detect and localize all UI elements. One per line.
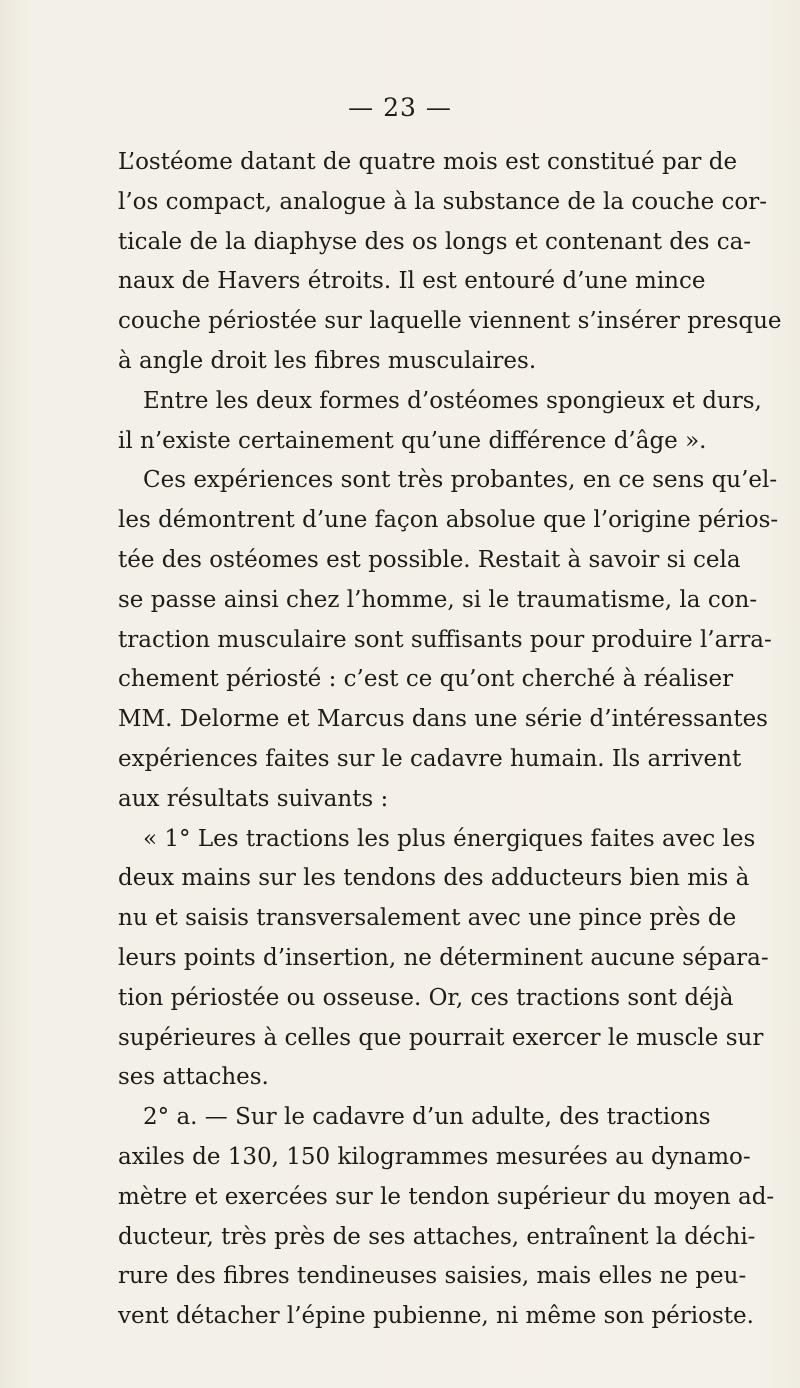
page-number: — 23 — — [348, 93, 452, 122]
body-text — [118, 143, 782, 1337]
text-line: MM. Delorme et Marcus dans une série d’intéressantes — [118, 706, 768, 733]
text-line: Ces expériences sont très probantes, en ce sens qu’el- — [143, 467, 778, 494]
text-line: Entre les deux formes d’ostéomes spongieux et durs, — [143, 387, 762, 414]
text-line: 2° a. — Sur le cadavre d’un adulte, des tractions — [143, 1104, 711, 1131]
text-line: « 1° Les tractions les plus énergiques faites avec les — [143, 825, 756, 852]
text-line: il n’existe certainement qu’une différence d’âge ». — [118, 427, 707, 454]
text-line: expériences faites sur le cadavre humain. Ils arrivent — [118, 745, 742, 772]
text-line: couche périostée sur laquelle viennent s’insérer presque — [118, 308, 782, 335]
text-line: aux résultats suivants : — [118, 785, 389, 812]
text-line: ticale de la diaphyse des os longs et contenant des ca- — [118, 228, 752, 255]
text-line: se passe ainsi chez l’homme, si le traumatisme, la con- — [118, 586, 758, 613]
text-line: leurs points d’insertion, ne déterminent aucune sépara- — [118, 944, 769, 971]
text-line: rure des fibres tendineuses saisies, mais elles ne peu- — [118, 1263, 747, 1290]
text-line: ses attaches. — [118, 1064, 269, 1091]
text-line: deux mains sur les tendons des adducteurs bien mis à — [118, 865, 750, 892]
text-line: traction musculaire sont suffisants pour produire l’arra- — [118, 626, 772, 653]
text-line: tion périostée ou osseuse. Or, ces tractions sont déjà — [118, 984, 734, 1011]
text-line: l’os compact, analogue à la substance de la couche cor- — [118, 188, 768, 215]
text-line: à angle droit les fibres musculaires. — [118, 347, 537, 374]
text-line: mètre et exercées sur le tendon supérieur du moyen ad- — [118, 1183, 775, 1210]
text-line: tée des ostéomes est possible. Restait à savoir si cela — [118, 546, 741, 573]
text-line: nu et saisis transversalement avec une pince près de — [118, 905, 737, 932]
text-line: ducteur, très près de ses attaches, entraînent la déchi- — [118, 1223, 756, 1250]
text-line: axiles de 130, 150 kilogrammes mesurées au dynamo- — [118, 1143, 751, 1170]
text-line: supérieures à celles que pourrait exercer le muscle sur — [118, 1024, 764, 1051]
text-line: chement périosté : c’est ce qu’ont cherché à réaliser — [118, 666, 734, 693]
text-line: les démontrent d’une façon absolue que l’origine périos- — [118, 507, 779, 534]
text-line: L’ostéome datant de quatre mois est constitué par de — [118, 149, 738, 175]
text-line: naux de Havers étroits. Il est entouré d’une mince — [118, 268, 706, 295]
text-line: vent détacher l’épine pubienne, ni même son périoste. — [118, 1303, 754, 1330]
